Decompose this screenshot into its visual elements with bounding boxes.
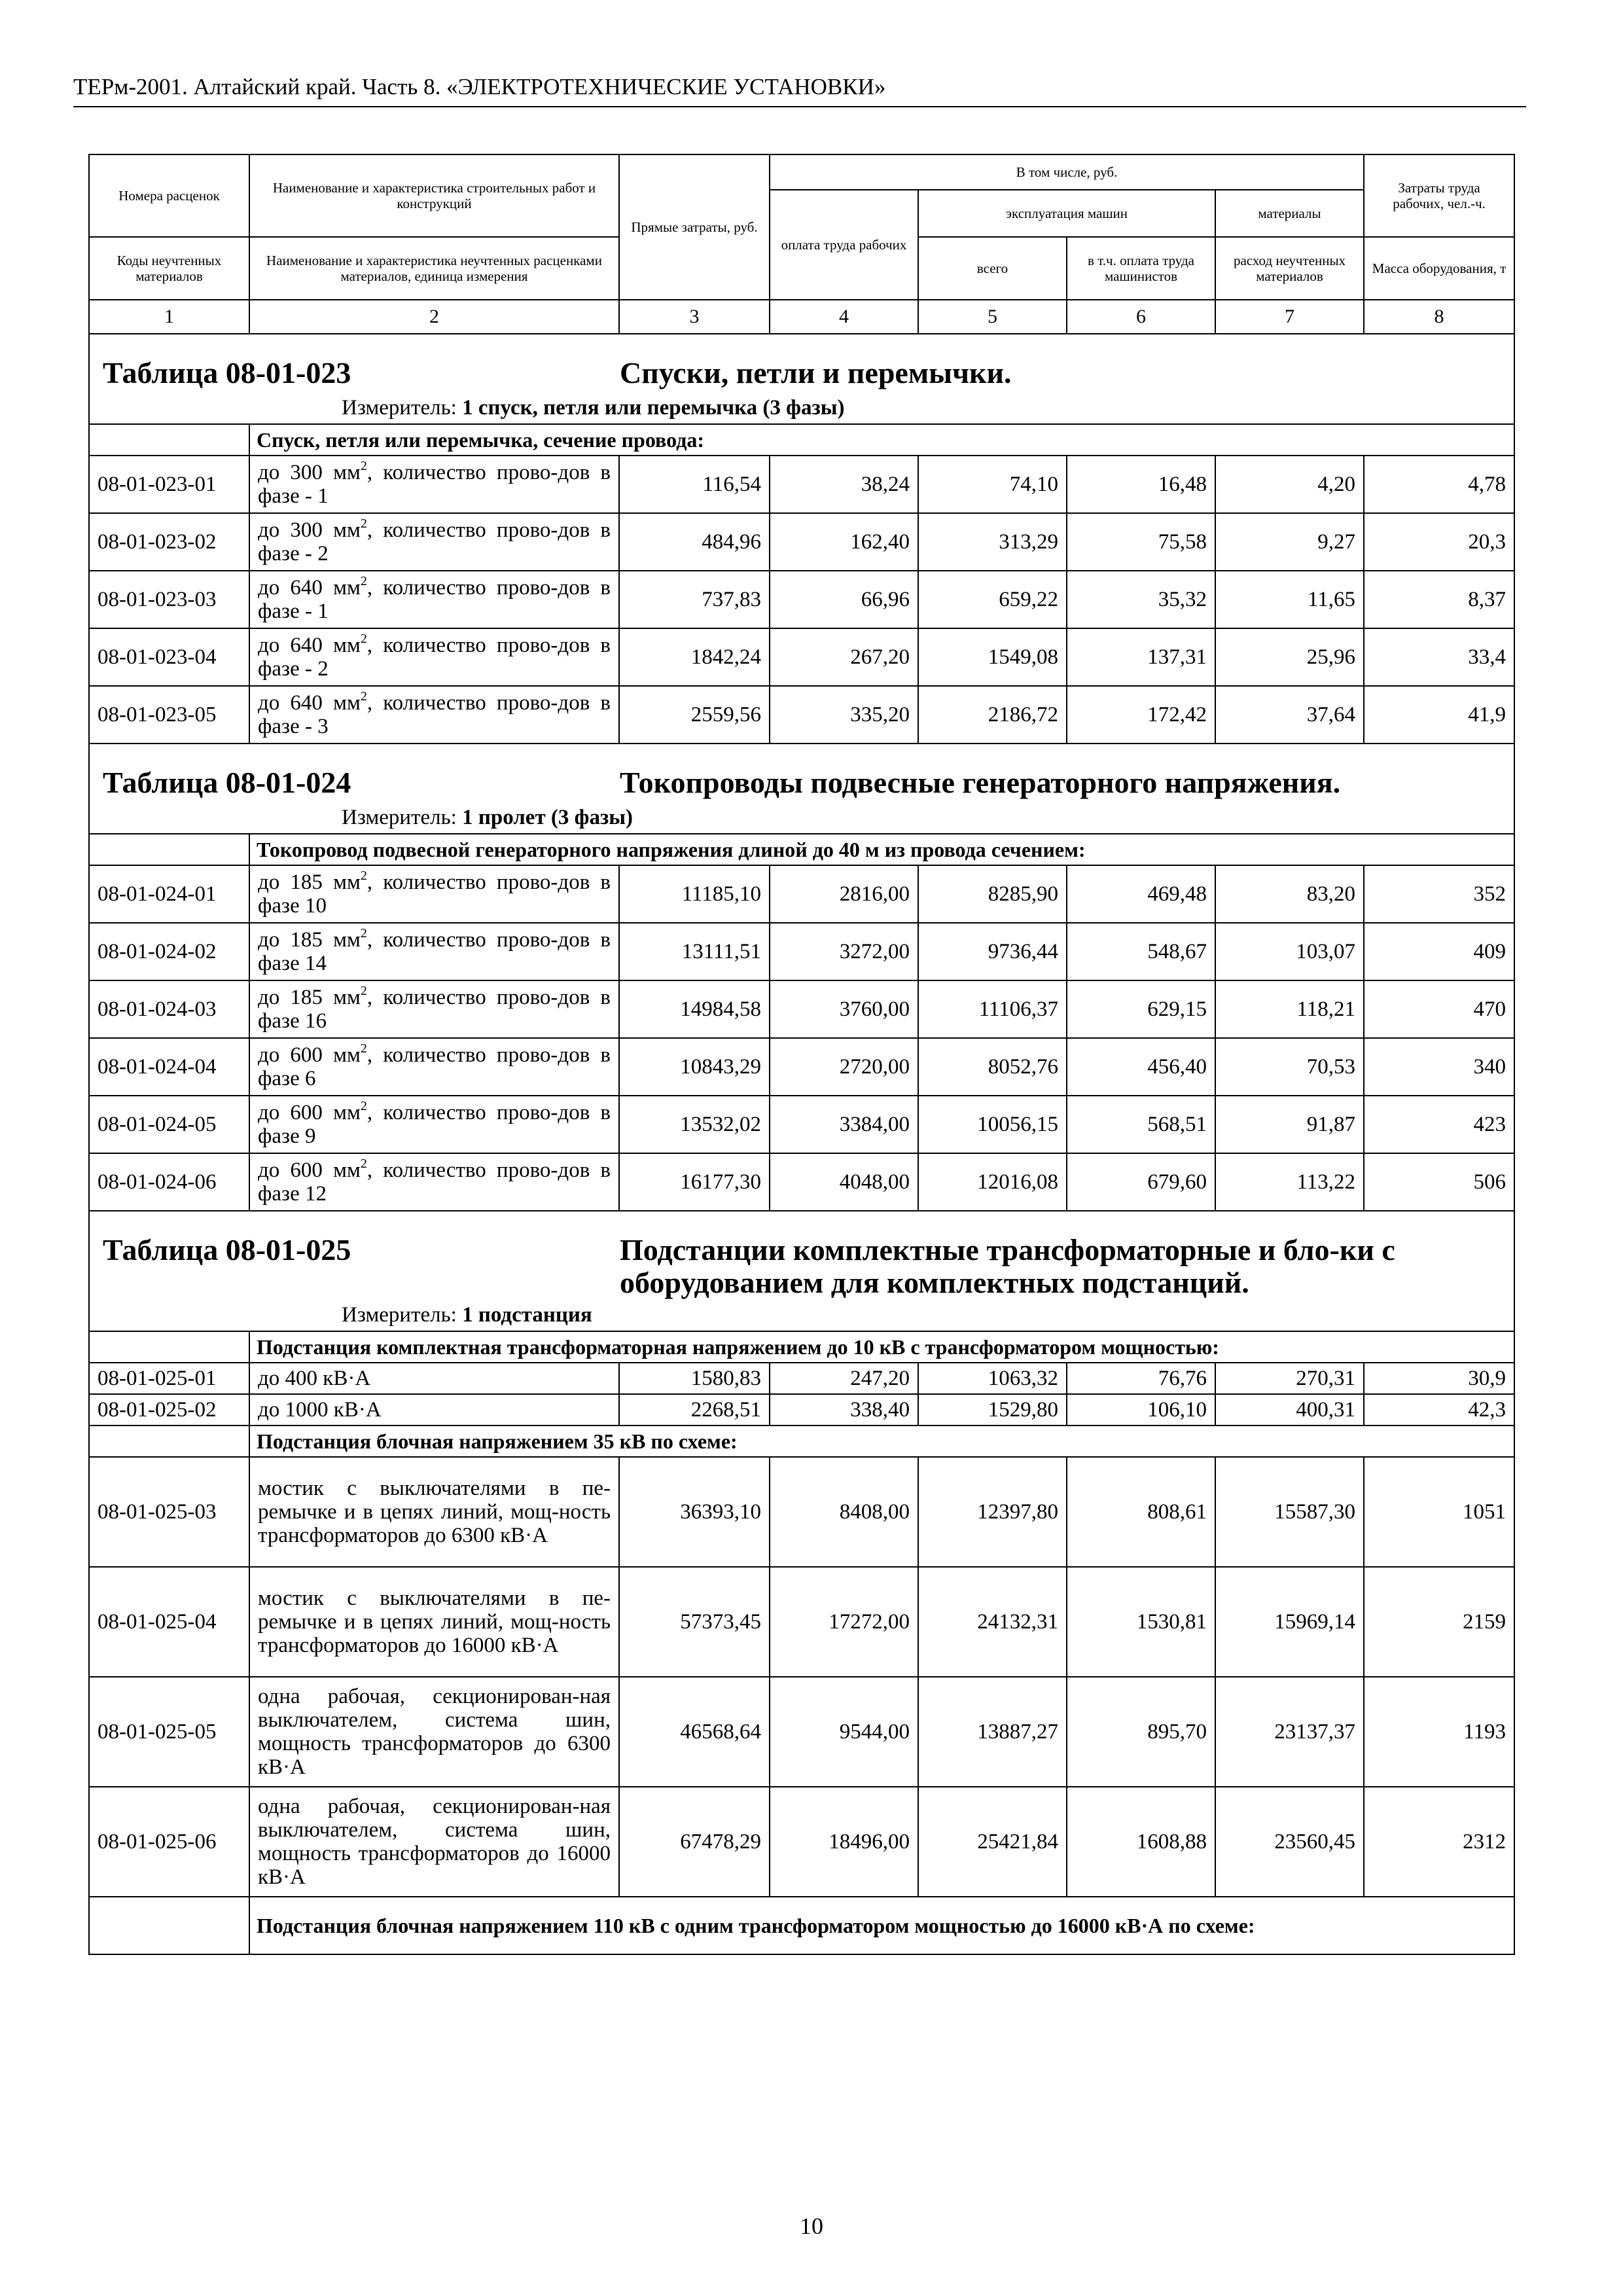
machines-total-value: 10056,15 (918, 1096, 1067, 1153)
labor-pay-value: 3384,00 (770, 1096, 918, 1153)
group-row (89, 1897, 1514, 1954)
machines-total-value: 8052,76 (918, 1038, 1067, 1096)
rate-code: 08-01-025-04 (89, 1567, 249, 1677)
desc-part: , количество прово-дов в фазе 12 (258, 1158, 611, 1206)
table-row (89, 628, 1514, 686)
column-number: 2 (249, 300, 619, 334)
materials-value: 23137,37 (1215, 1677, 1364, 1787)
labor-hours-value: 423 (1364, 1096, 1514, 1153)
header-machines: эксплуатация машин (918, 190, 1215, 237)
table-body-023 (89, 456, 1514, 744)
materials-value: 9,27 (1215, 513, 1364, 571)
header-materials: материалы (1215, 190, 1364, 237)
machines-total-value: 1549,08 (918, 628, 1067, 686)
rate-code: 08-01-025-05 (89, 1677, 249, 1787)
table-row (89, 571, 1514, 628)
work-description (249, 571, 619, 628)
materials-value: 37,64 (1215, 686, 1364, 744)
table-row (89, 456, 1514, 513)
machinist-pay-value: 106,10 (1067, 1394, 1215, 1426)
unit-value: 1 спуск, петля или перемычка (3 фазы) (462, 395, 845, 420)
materials-value: 25,96 (1215, 628, 1364, 686)
desc-part: до 600 мм (258, 1043, 361, 1067)
work-description (249, 1096, 619, 1153)
header-row-1 (89, 154, 1514, 190)
machines-total-value: 74,10 (918, 456, 1067, 513)
table-row (89, 1677, 1514, 1787)
header-equipment-mass: Масса оборудования, т (1364, 237, 1514, 300)
table-row (89, 1363, 1514, 1394)
table-number: Таблица 08-01-024 (103, 766, 351, 799)
direct-costs-value: 11185,10 (619, 865, 770, 923)
unit-exponent: 2 (360, 459, 367, 473)
work-description (249, 1038, 619, 1096)
table-row (89, 1394, 1514, 1426)
direct-costs-value: 16177,30 (619, 1153, 770, 1211)
materials-value: 23560,45 (1215, 1787, 1364, 1897)
unit-row (89, 392, 1514, 424)
machines-total-value: 24132,31 (918, 1567, 1067, 1677)
unit-exponent: 2 (360, 926, 367, 941)
column-number: 1 (89, 300, 249, 334)
machines-total-value: 11106,37 (918, 980, 1067, 1038)
labor-hours-value: 33,4 (1364, 628, 1514, 686)
table-row (89, 1096, 1514, 1153)
unit-exponent: 2 (360, 1041, 367, 1056)
column-number: 3 (619, 300, 770, 334)
table-row (89, 980, 1514, 1038)
rate-code: 08-01-025-01 (89, 1363, 249, 1394)
table-title: Токопроводы подвесные генераторного напряжения. (620, 766, 1341, 799)
labor-pay-value: 3760,00 (770, 980, 918, 1038)
machines-total-value: 659,22 (918, 571, 1067, 628)
desc-part: до 185 мм (258, 870, 361, 894)
unit-label: Измеритель: (342, 805, 463, 829)
work-description (249, 980, 619, 1038)
rate-code: 08-01-024-02 (89, 923, 249, 980)
header-material-codes: Коды неучтенных материалов (89, 237, 249, 300)
labor-pay-value: 17272,00 (770, 1567, 918, 1677)
header-materials-consumption: расход неучтенных материалов (1215, 237, 1364, 300)
page-number: 10 (800, 2213, 823, 2239)
table-number: Таблица 08-01-023 (103, 356, 351, 389)
unit-label: Измеритель: (342, 1302, 463, 1327)
labor-hours-value: 409 (1364, 923, 1514, 980)
unit-row (89, 1299, 1514, 1331)
header-material-names: Наименование и характеристика неучтенных расценками материалов, единица измерения (249, 237, 619, 300)
unit-exponent: 2 (360, 869, 367, 883)
desc-part: до 600 мм (258, 1101, 361, 1124)
table-body-025-block (89, 1457, 1514, 1897)
rate-code: 08-01-025-02 (89, 1394, 249, 1426)
desc-part: , количество прово-дов в фазе 9 (258, 1101, 611, 1148)
labor-pay-value: 9544,00 (770, 1677, 918, 1787)
table-row (89, 513, 1514, 571)
machinist-pay-value: 172,42 (1067, 686, 1215, 744)
materials-value: 15969,14 (1215, 1567, 1364, 1677)
machines-total-value: 9736,44 (918, 923, 1067, 980)
work-description (249, 628, 619, 686)
direct-costs-value: 10843,29 (619, 1038, 770, 1096)
machinist-pay-value: 35,32 (1067, 571, 1215, 628)
materials-value: 15587,30 (1215, 1457, 1364, 1567)
running-header: ТЕРм-2001. Алтайский край. Часть 8. «ЭЛЕКТРОТЕХНИЧЕСКИЕ УСТАНОВКИ» (73, 73, 1526, 107)
rate-code: 08-01-023-03 (89, 571, 249, 628)
work-description: одна рабочая, секционирован-ная выключателем, система шин, мощность трансформаторов до 16000 кВ·А (249, 1787, 619, 1897)
machinist-pay-value: 76,76 (1067, 1363, 1215, 1394)
price-table (88, 154, 1515, 1955)
labor-hours-value: 8,37 (1364, 571, 1514, 628)
header-rate-numbers: Номера расценок (89, 154, 249, 237)
labor-hours-value: 1193 (1364, 1677, 1514, 1787)
machinist-pay-value: 16,48 (1067, 456, 1215, 513)
machines-total-value: 13887,27 (918, 1677, 1067, 1787)
column-numbers-row (89, 300, 1514, 334)
group-row (89, 1331, 1514, 1363)
machinist-pay-value: 456,40 (1067, 1038, 1215, 1096)
direct-costs-value: 1842,24 (619, 628, 770, 686)
machines-total-value: 12397,80 (918, 1457, 1067, 1567)
machinist-pay-value: 75,58 (1067, 513, 1215, 571)
machinist-pay-value: 1608,88 (1067, 1787, 1215, 1897)
unit-value: 1 подстанция (462, 1302, 592, 1327)
work-description: мостик с выключателями в пе-ремычке и в цепях линий, мощ-ность трансформаторов до 6300 кВ·А (249, 1457, 619, 1567)
labor-hours-value: 30,9 (1364, 1363, 1514, 1394)
labor-pay-value: 38,24 (770, 456, 918, 513)
labor-pay-value: 338,40 (770, 1394, 918, 1426)
column-number: 4 (770, 300, 918, 334)
table-body-025-kiosk (89, 1363, 1514, 1426)
unit-exponent: 2 (360, 1099, 367, 1113)
desc-part: до 640 мм (258, 691, 361, 715)
machinist-pay-value: 1530,81 (1067, 1567, 1215, 1677)
work-description: до 400 кВ·А (249, 1363, 619, 1394)
table-row (89, 1153, 1514, 1211)
materials-value: 4,20 (1215, 456, 1364, 513)
desc-part: , количество прово-дов в фазе - 1 (258, 461, 611, 508)
table-title: Спуски, петли и перемычки. (620, 356, 1012, 389)
labor-pay-value: 66,96 (770, 571, 918, 628)
rate-code: 08-01-025-06 (89, 1787, 249, 1897)
machinist-pay-value: 469,48 (1067, 865, 1215, 923)
labor-hours-value: 20,3 (1364, 513, 1514, 571)
rate-code: 08-01-024-06 (89, 1153, 249, 1211)
machinist-pay-value: 629,15 (1067, 980, 1215, 1038)
unit-exponent: 2 (360, 574, 367, 588)
desc-part: , количество прово-дов в фазе 14 (258, 928, 611, 975)
desc-part: до 300 мм (258, 461, 361, 484)
machinist-pay-value: 679,60 (1067, 1153, 1215, 1211)
direct-costs-value: 116,54 (619, 456, 770, 513)
table-row (89, 1567, 1514, 1677)
rate-code: 08-01-023-01 (89, 456, 249, 513)
work-description (249, 923, 619, 980)
machines-total-value: 1063,32 (918, 1363, 1067, 1394)
work-description: одна рабочая, секционирован-ная выключателем, система шин, мощность трансформаторов до 6300 кВ·А (249, 1677, 619, 1787)
section-title-row (89, 334, 1514, 392)
work-description (249, 686, 619, 744)
materials-value: 400,31 (1215, 1394, 1364, 1426)
work-description: мостик с выключателями в пе-ремычке и в цепях линий, мощ-ность трансформаторов до 16000 кВ·А (249, 1567, 619, 1677)
machinist-pay-value: 548,67 (1067, 923, 1215, 980)
table-row (89, 1038, 1514, 1096)
direct-costs-value: 13532,02 (619, 1096, 770, 1153)
direct-costs-value: 46568,64 (619, 1677, 770, 1787)
labor-hours-value: 470 (1364, 980, 1514, 1038)
labor-pay-value: 247,20 (770, 1363, 918, 1394)
machinist-pay-value: 895,70 (1067, 1677, 1215, 1787)
rate-code: 08-01-024-05 (89, 1096, 249, 1153)
materials-value: 11,65 (1215, 571, 1364, 628)
desc-part: до 640 мм (258, 634, 361, 657)
materials-value: 91,87 (1215, 1096, 1364, 1153)
materials-value: 113,22 (1215, 1153, 1364, 1211)
table-row (89, 923, 1514, 980)
labor-hours-value: 41,9 (1364, 686, 1514, 744)
rate-code: 08-01-023-02 (89, 513, 249, 571)
direct-costs-value: 13111,51 (619, 923, 770, 980)
machinist-pay-value: 568,51 (1067, 1096, 1215, 1153)
direct-costs-value: 67478,29 (619, 1787, 770, 1897)
unit-row (89, 802, 1514, 834)
machines-total-value: 8285,90 (918, 865, 1067, 923)
table-row (89, 686, 1514, 744)
rate-code: 08-01-023-04 (89, 628, 249, 686)
labor-pay-value: 335,20 (770, 686, 918, 744)
labor-pay-value: 4048,00 (770, 1153, 918, 1211)
work-description (249, 513, 619, 571)
column-number: 8 (1364, 300, 1514, 334)
direct-costs-value: 484,96 (619, 513, 770, 571)
rate-code: 08-01-024-03 (89, 980, 249, 1038)
header-direct-costs: Прямые затраты, руб. (619, 154, 770, 300)
labor-pay-value: 3272,00 (770, 923, 918, 980)
direct-costs-value: 2268,51 (619, 1394, 770, 1426)
direct-costs-value: 737,83 (619, 571, 770, 628)
table-title: Подстанции комплектные трансформаторные и бло-ки с оборудованием для комплектных подстанций. (620, 1233, 1395, 1299)
header-machinist-pay: в т.ч. оплата труда машинистов (1067, 237, 1215, 300)
materials-value: 103,07 (1215, 923, 1364, 980)
labor-pay-value: 2720,00 (770, 1038, 918, 1096)
desc-part: до 600 мм (258, 1158, 361, 1182)
desc-part: , количество прово-дов в фазе - 3 (258, 691, 611, 738)
table-row (89, 1787, 1514, 1897)
group-heading: Спуск, петля или перемычка, сечение провода: (249, 424, 1514, 456)
machines-total-value: 1529,80 (918, 1394, 1067, 1426)
rate-code: 08-01-025-03 (89, 1457, 249, 1567)
labor-hours-value: 1051 (1364, 1457, 1514, 1567)
work-description (249, 456, 619, 513)
labor-pay-value: 162,40 (770, 513, 918, 571)
group-heading: Подстанция комплектная трансформаторная напряжением до 10 кВ с трансформатором мощностью: (249, 1331, 1514, 1363)
machinist-pay-value: 808,61 (1067, 1457, 1215, 1567)
desc-part: , количество прово-дов в фазе - 1 (258, 576, 611, 623)
group-heading: Токопровод подвесной генераторного напряжения длиной до 40 м из провода сечением: (249, 834, 1514, 865)
table-row (89, 865, 1514, 923)
labor-hours-value: 506 (1364, 1153, 1514, 1211)
desc-part: , количество прово-дов в фазе 16 (258, 986, 611, 1033)
table-body-024 (89, 865, 1514, 1211)
rate-code: 08-01-024-01 (89, 865, 249, 923)
group-row (89, 834, 1514, 865)
desc-part: , количество прово-дов в фазе - 2 (258, 634, 611, 681)
desc-part: до 300 мм (258, 518, 361, 542)
column-number: 6 (1067, 300, 1215, 334)
desc-part: до 640 мм (258, 576, 361, 600)
column-number: 7 (1215, 300, 1364, 334)
labor-pay-value: 2816,00 (770, 865, 918, 923)
table-row (89, 1457, 1514, 1567)
work-description (249, 1153, 619, 1211)
group-heading: Подстанция блочная напряжением 110 кВ с одним трансформатором мощностью до 16000 кВ·А по схеме: (249, 1897, 1514, 1954)
desc-part: до 185 мм (258, 986, 361, 1009)
direct-costs-value: 14984,58 (619, 980, 770, 1038)
direct-costs-value: 2559,56 (619, 686, 770, 744)
labor-hours-value: 2159 (1364, 1567, 1514, 1677)
labor-hours-value: 2312 (1364, 1787, 1514, 1897)
header-labor-pay: оплата труда рабочих (770, 190, 918, 300)
materials-value: 70,53 (1215, 1038, 1364, 1096)
rate-code: 08-01-024-04 (89, 1038, 249, 1096)
unit-label: Измеритель: (342, 395, 463, 420)
group-heading: Подстанция блочная напряжением 35 кВ по схеме: (249, 1426, 1514, 1457)
labor-hours-value: 4,78 (1364, 456, 1514, 513)
group-row (89, 1426, 1514, 1457)
labor-hours-value: 352 (1364, 865, 1514, 923)
labor-pay-value: 267,20 (770, 628, 918, 686)
unit-exponent: 2 (360, 689, 367, 704)
machines-total-value: 313,29 (918, 513, 1067, 571)
header-including: В том числе, руб. (770, 154, 1364, 190)
table-number: Таблица 08-01-025 (103, 1233, 351, 1266)
unit-value: 1 пролет (3 фазы) (462, 805, 633, 829)
machines-total-value: 25421,84 (918, 1787, 1067, 1897)
desc-part: , количество прово-дов в фазе 6 (258, 1043, 611, 1090)
materials-value: 83,20 (1215, 865, 1364, 923)
machinist-pay-value: 137,31 (1067, 628, 1215, 686)
desc-part: , количество прово-дов в фазе - 2 (258, 518, 611, 565)
unit-exponent: 2 (360, 984, 367, 998)
direct-costs-value: 57373,45 (619, 1567, 770, 1677)
unit-exponent: 2 (360, 516, 367, 531)
group-row (89, 424, 1514, 456)
unit-exponent: 2 (360, 632, 367, 646)
section-title-row (89, 1211, 1514, 1299)
materials-value: 270,31 (1215, 1363, 1364, 1394)
labor-pay-value: 8408,00 (770, 1457, 918, 1567)
section-title-row (89, 744, 1514, 802)
labor-pay-value: 18496,00 (770, 1787, 918, 1897)
work-description: до 1000 кВ·А (249, 1394, 619, 1426)
direct-costs-value: 1580,83 (619, 1363, 770, 1394)
unit-exponent: 2 (360, 1157, 367, 1171)
direct-costs-value: 36393,10 (619, 1457, 770, 1567)
header-labor-costs: Затраты труда рабочих, чел.-ч. (1364, 154, 1514, 237)
header-machines-total: всего (918, 237, 1067, 300)
rate-code: 08-01-023-05 (89, 686, 249, 744)
machines-total-value: 2186,72 (918, 686, 1067, 744)
labor-hours-value: 42,3 (1364, 1394, 1514, 1426)
column-number: 5 (918, 300, 1067, 334)
materials-value: 118,21 (1215, 980, 1364, 1038)
header-work-name: Наименование и характеристика строительных работ и конструкций (249, 154, 619, 237)
work-description (249, 865, 619, 923)
desc-part: , количество прово-дов в фазе 10 (258, 870, 611, 918)
labor-hours-value: 340 (1364, 1038, 1514, 1096)
desc-part: до 185 мм (258, 928, 361, 952)
machines-total-value: 12016,08 (918, 1153, 1067, 1211)
